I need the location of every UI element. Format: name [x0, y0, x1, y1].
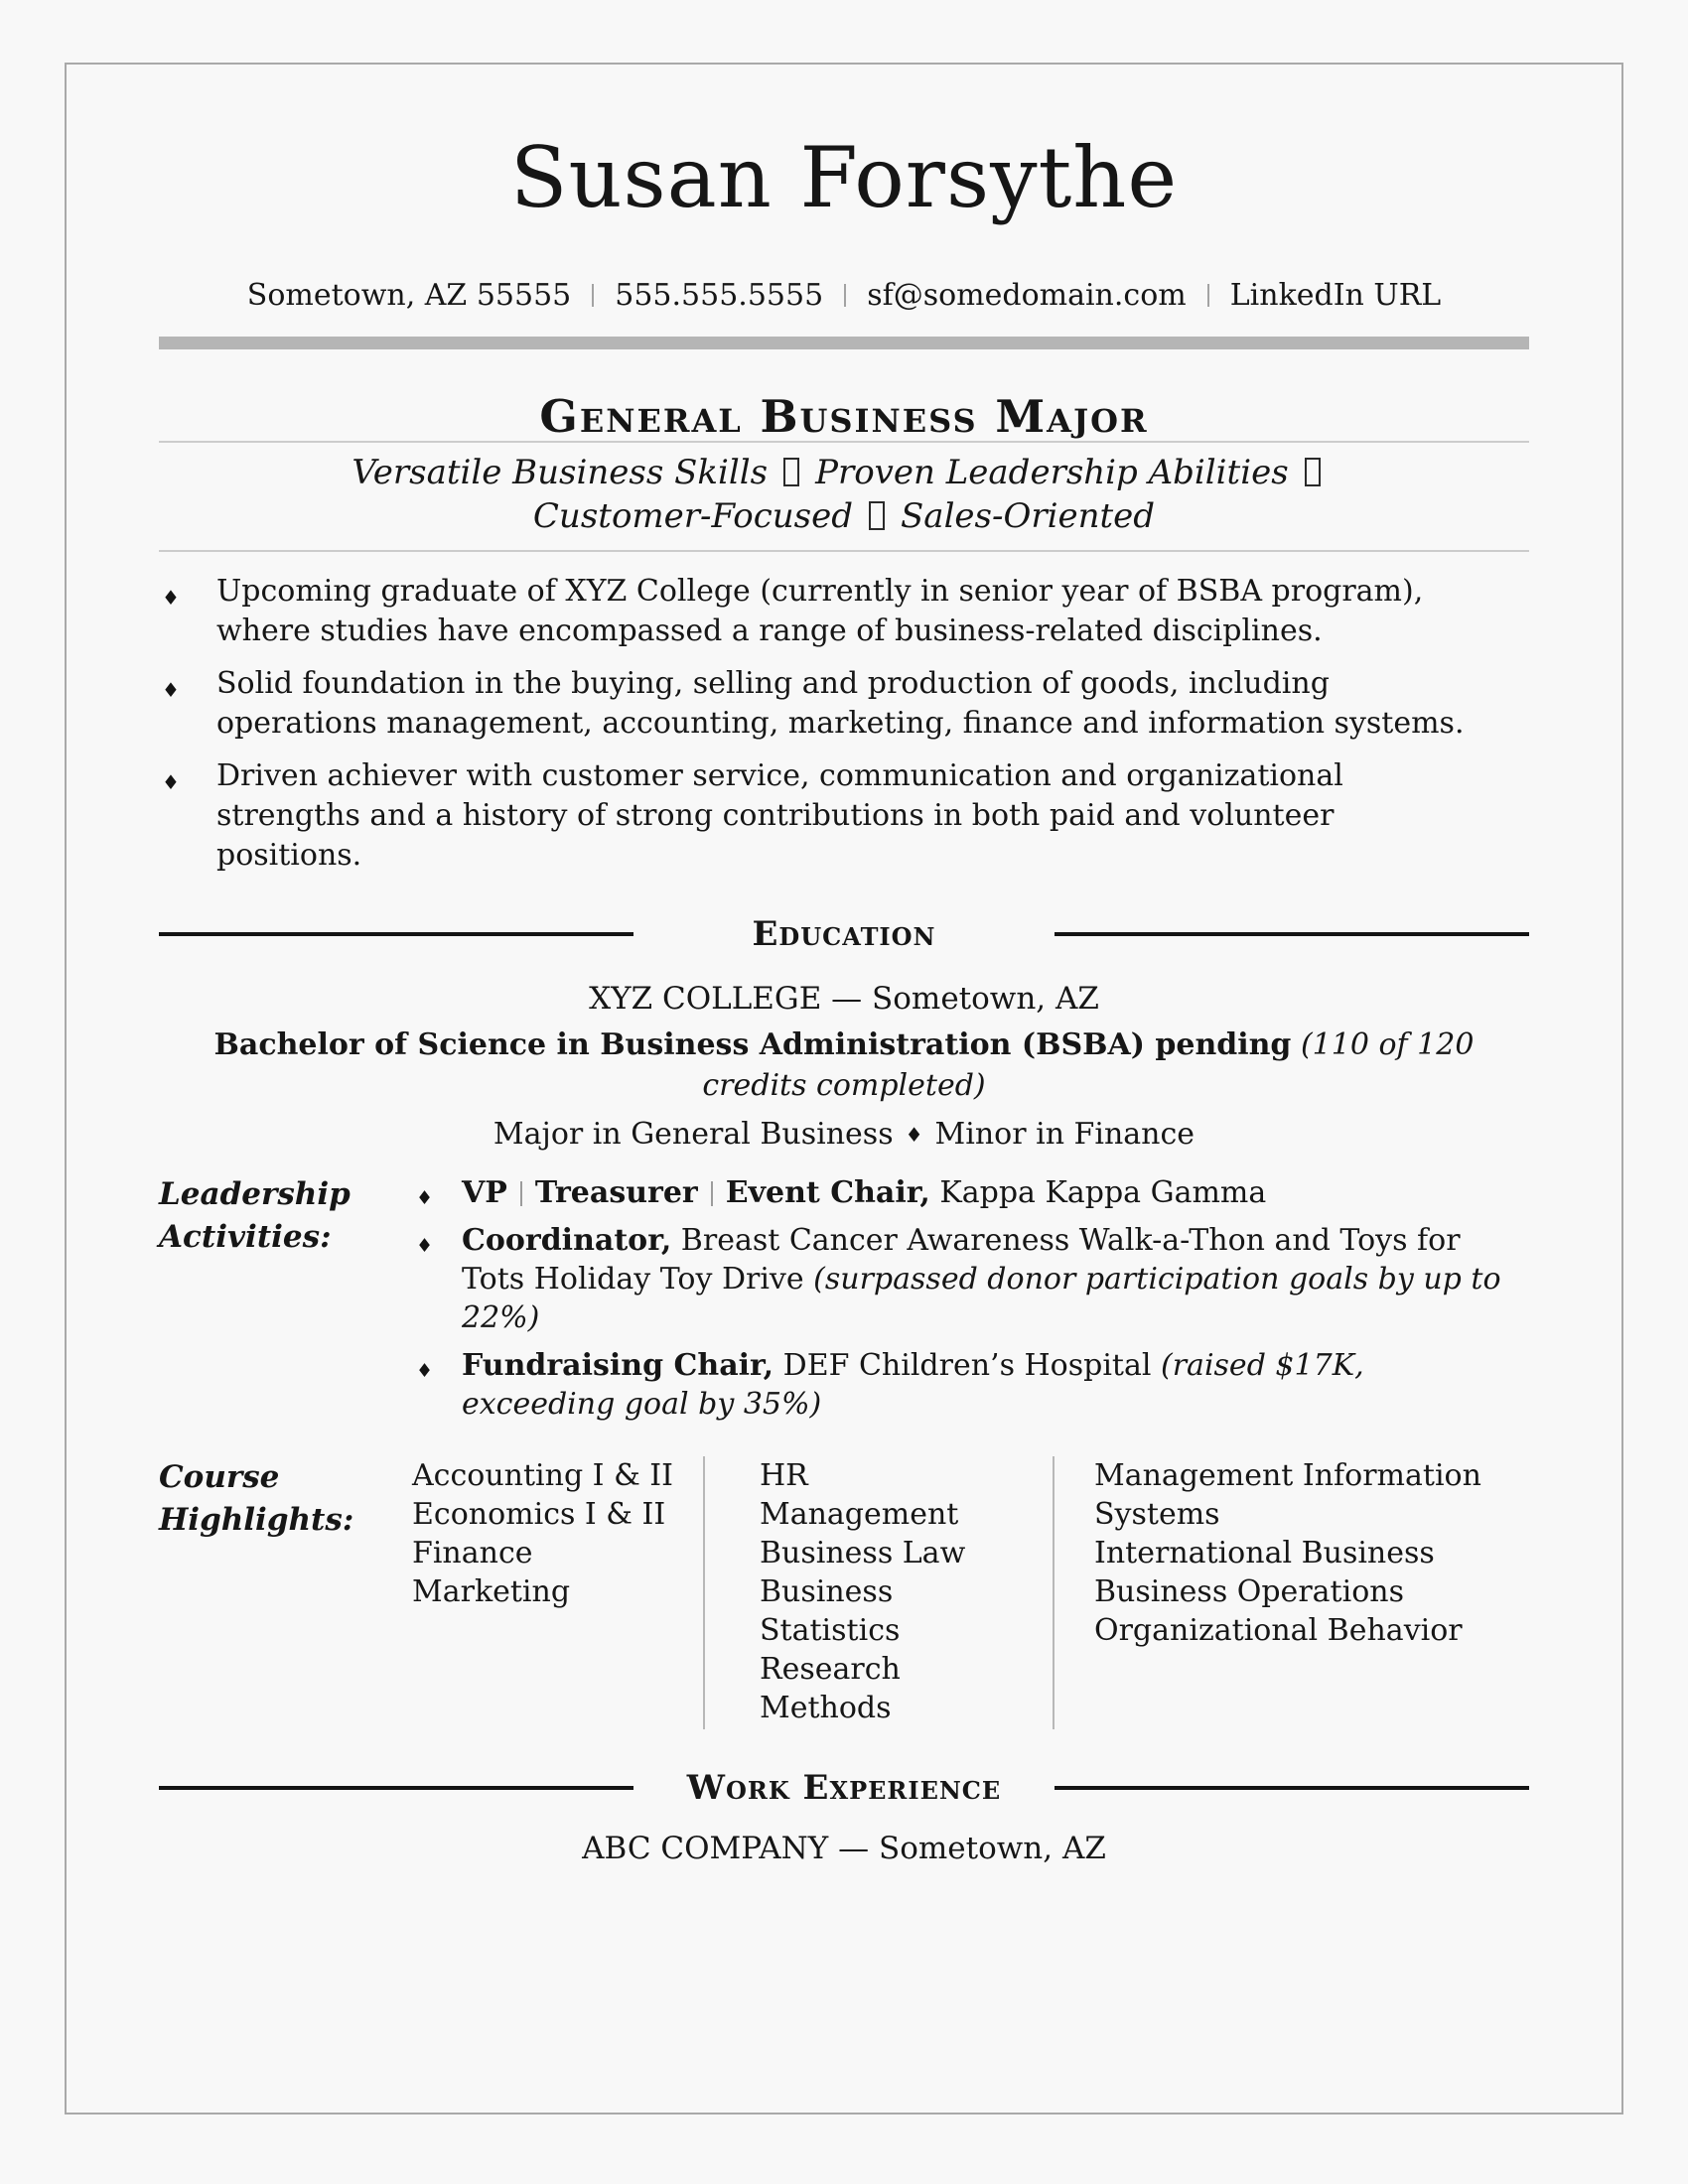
degree-line — [159, 1024, 1529, 1106]
course-highlights-row — [159, 1456, 1529, 1729]
leadership-text: Fundraising Chair, — [462, 1347, 774, 1383]
separator-bar — [711, 1181, 713, 1206]
separator-bar — [592, 284, 594, 307]
education-section-title: Education — [752, 913, 936, 954]
leadership-text: Treasurer — [534, 1174, 698, 1210]
contact-item: sf@somedomain.com — [867, 277, 1187, 313]
header-divider-bar — [159, 337, 1529, 349]
leadership-item — [412, 1346, 1529, 1424]
contact-line — [159, 278, 1529, 313]
tagline-item: Proven Leadership Abilities — [815, 452, 1289, 492]
leadership-item — [412, 1173, 1529, 1212]
section-rule-left — [159, 932, 633, 936]
major-minor-line — [159, 1117, 1529, 1152]
person-name: Susan Forsythe — [509, 129, 1179, 226]
leadership-activities-row — [159, 1173, 1529, 1433]
course-column — [412, 1456, 703, 1729]
separator-bar — [844, 284, 846, 307]
diamond-bullet-icon: ♦ — [162, 769, 180, 794]
diamond-bullet-icon: ♦ — [416, 1234, 434, 1257]
leadership-text: (surpassed donor participation goals by up to 22%) — [462, 1261, 1501, 1335]
course-item: International Business — [1094, 1535, 1435, 1570]
resume-page — [65, 63, 1623, 2115]
tagline-item: Versatile Business Skills — [352, 452, 769, 492]
summary-item — [159, 572, 1529, 651]
tofu-box-icon — [1305, 458, 1321, 486]
contact-item: Sometown, AZ 55555 — [246, 277, 572, 313]
summary-text: Solid foundation in the buying, selling and production of goods, including operations management, accounting, marketing, finance and information systems. — [216, 665, 1465, 741]
work-section-header — [159, 1765, 1529, 1811]
leadership-text: (raised $17K, exceeding goal by 35%) — [462, 1347, 1364, 1422]
section-rule-right — [1055, 1786, 1529, 1790]
summary-bullet-list — [159, 572, 1529, 876]
leadership-text: Breast Cancer Awareness Walk-a-Thon and Toys for Tots Holiday Toy Drive — [462, 1222, 1461, 1297]
summary-text: Driven achiever with customer service, communication and organizational strengths and a history of strong contributions in both paid and volunteer positions. — [216, 757, 1343, 873]
diamond-bullet-icon: ♦ — [416, 1186, 434, 1209]
minor-text: Minor in Finance — [934, 1116, 1196, 1152]
course-item: Accounting I & II — [412, 1457, 674, 1493]
degree-credits: (110 of 120 credits completed) — [702, 1026, 1475, 1103]
company-line: ABC COMPANY — Sometown, AZ — [582, 1830, 1106, 1866]
diamond-bullet-icon: ♦ — [416, 1359, 434, 1382]
separator-bar — [1207, 284, 1209, 307]
course-item: Business Law — [760, 1535, 966, 1570]
leadership-text: Coordinator, — [462, 1222, 672, 1258]
leadership-item — [412, 1221, 1529, 1337]
tagline-item: Customer-Focused — [532, 495, 853, 536]
tagline-item: Sales-Oriented — [901, 495, 1156, 536]
work-section-title: Work Experience — [686, 1767, 1002, 1808]
section-rule-right — [1055, 932, 1529, 936]
course-item: Organizational Behavior — [1094, 1612, 1463, 1648]
diamond-separator-icon: ♦ — [905, 1122, 923, 1147]
school-line: XYZ COLLEGE — Sometown, AZ — [589, 980, 1099, 1017]
section-rule-left — [159, 1786, 633, 1790]
degree-name: Bachelor of Science in Business Administration (BSBA) pending — [213, 1026, 1292, 1062]
summary-item — [159, 756, 1529, 876]
contact-item: LinkedIn URL — [1229, 277, 1442, 313]
course-item: Business Operations — [1094, 1573, 1404, 1609]
leadership-text: Event Chair, — [725, 1174, 930, 1210]
course-item: HR Management — [760, 1457, 959, 1532]
course-item: Finance — [412, 1535, 533, 1570]
course-highlights-label: Course Highlights: — [159, 1458, 354, 1538]
summary-item — [159, 664, 1529, 744]
tofu-box-icon — [783, 458, 799, 486]
course-item: Business Statistics — [760, 1573, 901, 1648]
headline-title: General Business Major — [539, 389, 1149, 443]
leadership-activities-label: Leadership Activities: — [159, 1175, 351, 1255]
diamond-bullet-icon: ♦ — [162, 677, 180, 702]
leadership-bullet-list — [412, 1173, 1529, 1433]
course-column — [703, 1456, 1053, 1729]
course-item: Management Information Systems — [1094, 1457, 1481, 1532]
course-item: Marketing — [412, 1573, 571, 1609]
course-item: Research Methods — [760, 1651, 901, 1725]
summary-text: Upcoming graduate of XYZ College (currently in senior year of BSBA program), where studies have encompassed a range of business-related disciplines. — [216, 573, 1424, 648]
education-section-header — [159, 911, 1529, 957]
tagline — [268, 451, 1420, 538]
course-column — [1053, 1456, 1529, 1729]
contact-item: 555.555.5555 — [615, 277, 824, 313]
leadership-text: DEF Children’s Hospital — [774, 1347, 1162, 1383]
tagline-box — [159, 441, 1529, 552]
course-item: Economics I & II — [412, 1496, 666, 1532]
tofu-box-icon — [869, 501, 885, 530]
diamond-bullet-icon: ♦ — [162, 585, 180, 610]
leadership-text: Kappa Kappa Gamma — [929, 1174, 1267, 1210]
separator-bar — [520, 1181, 522, 1206]
leadership-text: VP — [462, 1174, 507, 1210]
course-columns — [412, 1456, 1529, 1729]
major-text: Major in General Business — [492, 1116, 894, 1152]
